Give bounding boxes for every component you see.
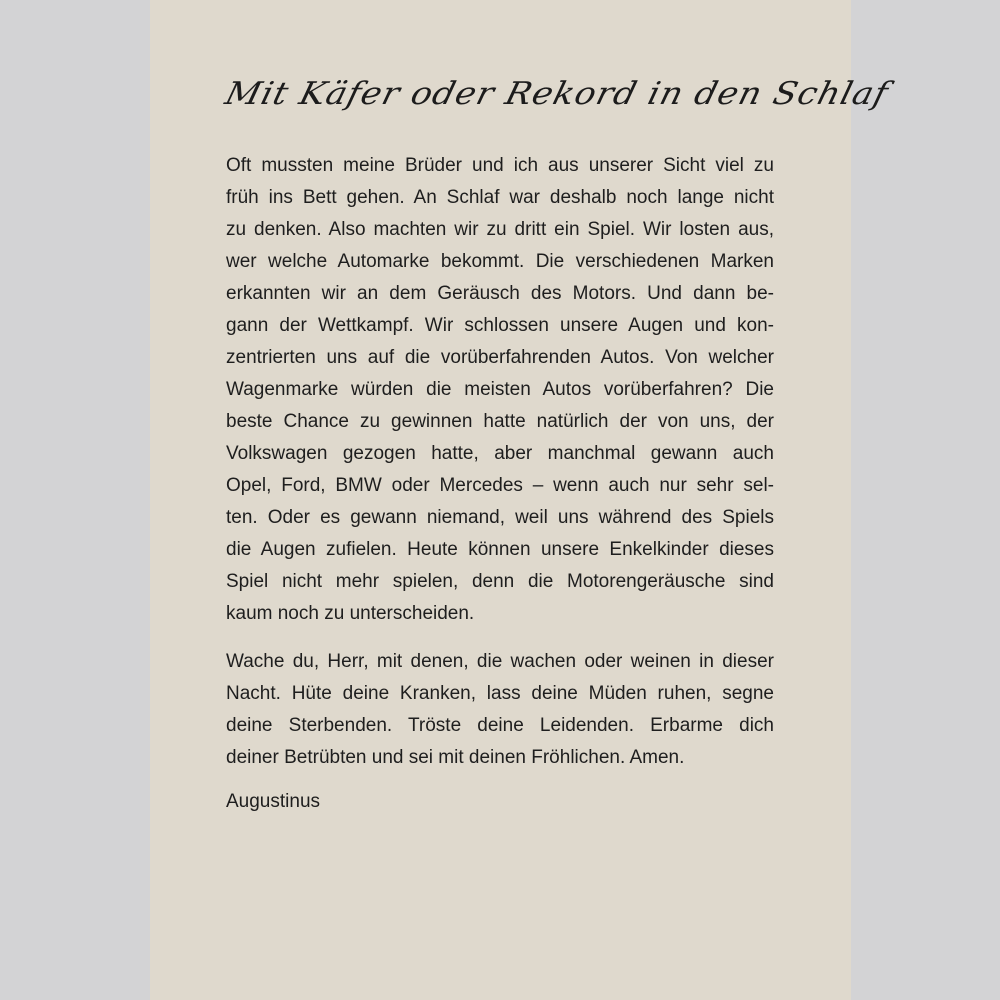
page-title: Mit Käfer oder Rekord in den Schlaf <box>221 75 893 113</box>
text-line: kaum noch zu unterscheiden. <box>226 603 475 624</box>
text-line: Opel, Ford, BMW oder Mercedes – wenn auch nur sehr sel- <box>226 475 774 496</box>
text-line: gann der Wettkampf. Wir schlossen unsere Augen und kon- <box>226 315 774 336</box>
prayer-paragraph <box>226 646 774 774</box>
text-line: ten. Oder es gewann niemand, weil uns während des Spiels <box>226 507 774 528</box>
text-line: deine Sterbenden. Tröste deine Leidenden. Erbarme dich <box>226 715 774 736</box>
story-paragraph <box>226 150 774 630</box>
text-line: Nacht. Hüte deine Kranken, lass deine Müden ruhen, segne <box>226 683 774 704</box>
text-line: deiner Betrübten und sei mit deinen Fröhlichen. Amen. <box>226 747 685 768</box>
text-line: früh ins Bett gehen. An Schlaf war deshalb noch lange nicht <box>226 187 774 208</box>
text-line: zentrierten uns auf die vorüberfahrenden Autos. Von welcher <box>226 347 774 368</box>
attribution: Augustinus <box>226 791 321 812</box>
text-line: wer welche Automarke bekommt. Die verschiedenen Marken <box>226 251 774 272</box>
text-line: Oft mussten meine Brüder und ich aus unserer Sicht viel zu <box>226 155 774 176</box>
text-line: erkannten wir an dem Geräusch des Motors. Und dann be- <box>226 283 774 304</box>
text-line: Wache du, Herr, mit denen, die wachen oder weinen in dieser <box>226 651 774 672</box>
text-line: Volkswagen gezogen hatte, aber manchmal gewann auch <box>226 443 774 464</box>
text-line: beste Chance zu gewinnen hatte natürlich der von uns, der <box>226 411 774 432</box>
text-line: Spiel nicht mehr spielen, denn die Motorengeräusche sind <box>226 571 774 592</box>
text-line: zu denken. Also machten wir zu dritt ein Spiel. Wir losten aus, <box>226 219 774 240</box>
text-line: Wagenmarke würden die meisten Autos vorüberfahren? Die <box>226 379 774 400</box>
text-line: die Augen zufielen. Heute können unsere Enkelkinder dieses <box>226 539 774 560</box>
